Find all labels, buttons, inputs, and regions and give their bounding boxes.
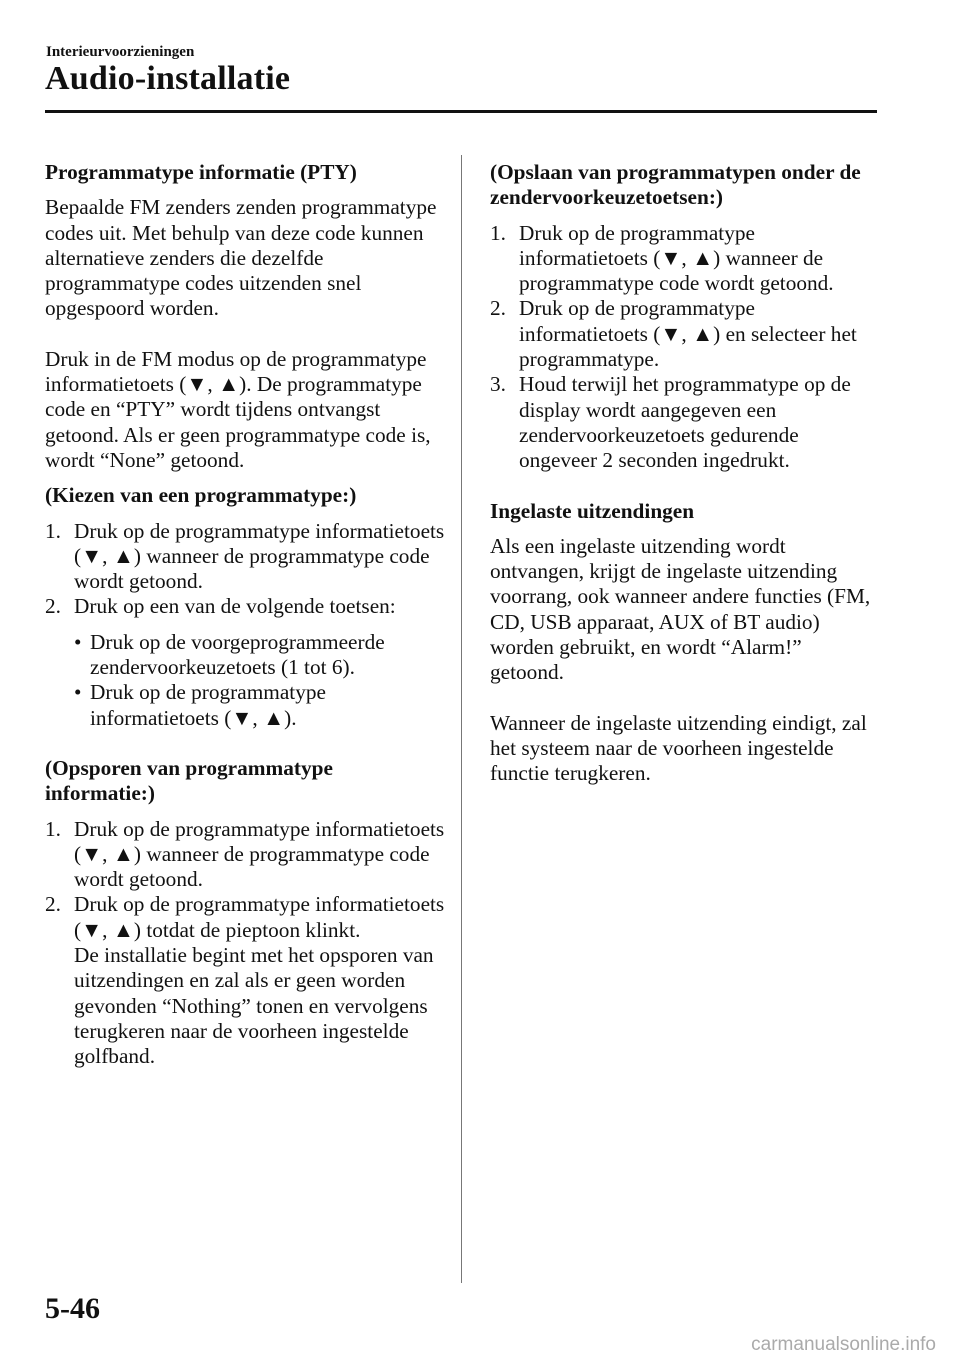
list-item bbox=[45, 817, 445, 893]
search-steps bbox=[45, 817, 445, 1070]
list-item bbox=[490, 372, 880, 473]
search-heading: (Opsporen van programmatype informatie:) bbox=[45, 755, 333, 806]
bullet: • bbox=[74, 680, 82, 705]
pty-heading: Programmatype informatie (PTY) bbox=[45, 160, 357, 184]
list-item bbox=[45, 680, 445, 731]
bulletin-paragraph-2: Wanneer de ingelaste uitzending eindigt, zal het systeem naar de voorheen ingestelde functie terugkeren. bbox=[490, 710, 867, 786]
step-text: Druk op een van de volgende toetsen: bbox=[74, 594, 396, 619]
step-number: 3. bbox=[490, 372, 506, 397]
list-item bbox=[45, 519, 445, 595]
step-note: De installatie begint met het opsporen van uitzendingen en zal als er geen worden gevonden “Nothing” tonen en vervolgens terugkeren naar de voorheen ingestelde golfband. bbox=[74, 943, 434, 1069]
bullet-text: Druk op de voorgeprogrammeerde zendervoorkeuzetoets (1 tot 6). bbox=[90, 629, 385, 680]
choose-bullets bbox=[45, 630, 445, 731]
step-number: 1. bbox=[45, 518, 61, 543]
step-number: 2. bbox=[490, 296, 506, 321]
page-number: 5-46 bbox=[45, 1292, 100, 1325]
choose-heading: (Kiezen van een programmatype:) bbox=[45, 483, 357, 508]
list-item bbox=[490, 296, 880, 372]
bullet-text: Druk op de programmatype informatietoets (▼, ▲). bbox=[90, 680, 326, 730]
step-text: Houd terwijl het programmatype op de display wordt aangegeven een zendervoorkeuzetoets gedurende ongeveer 2 seconden ingedrukt. bbox=[519, 372, 851, 473]
watermark: carmanualsonline.info bbox=[751, 1334, 936, 1355]
store-heading: (Opslaan van programmatypen onder de zendervoorkeuzetoetsen:) bbox=[490, 160, 861, 210]
step-number: 2. bbox=[45, 892, 61, 917]
step-text: Druk op de programmatype informatietoets (▼, ▲) wanneer de programmatype code wordt getoond. bbox=[74, 816, 445, 892]
section-label: Interieurvoorzieningen bbox=[46, 44, 195, 60]
bulletin-heading: Ingelaste uitzendingen bbox=[490, 498, 695, 523]
step-text: Druk op de programmatype informatietoets (▼, ▲) wanneer de programmatype code wordt getoond. bbox=[519, 220, 834, 296]
column-divider bbox=[461, 155, 462, 1283]
page-title: Audio-installatie bbox=[45, 60, 291, 97]
pty-paragraph-2: Druk in de FM modus op de programmatype informatietoets (▼, ▲). De programmatype code en “PTY” wordt tijdens ontvangst getoond. Als er geen programmatype code is, wordt “None” getoond. bbox=[45, 346, 431, 472]
bulletin-paragraph-1: Als een ingelaste uitzending wordt ontvangen, krijgt de ingelaste uitzending voorrang, ook wanneer andere functies (FM, CD, USB apparaat, AUX of BT audio) worden gebruikt, en wordt “Alarm!” getoond. bbox=[490, 533, 871, 685]
step-number: 1. bbox=[490, 220, 506, 245]
right-column bbox=[490, 160, 880, 787]
step-number: 2. bbox=[45, 594, 61, 619]
title-rule bbox=[45, 110, 877, 113]
step-number: 1. bbox=[45, 816, 61, 841]
list-item bbox=[45, 630, 445, 681]
store-steps bbox=[490, 221, 880, 474]
list-item bbox=[490, 221, 880, 297]
choose-steps bbox=[45, 519, 445, 620]
step-text: Druk op de programmatype informatietoets (▼, ▲) en selecteer het programmatype. bbox=[519, 296, 857, 372]
step-text: Druk op de programmatype informatietoets (▼, ▲) totdat de pieptoon klinkt. bbox=[74, 892, 445, 942]
left-column bbox=[45, 160, 445, 1070]
step-text: Druk op de programmatype informatietoets (▼, ▲) wanneer de programmatype code wordt getoond. bbox=[74, 518, 445, 594]
list-item bbox=[45, 594, 445, 619]
bullet: • bbox=[74, 629, 82, 654]
list-item bbox=[45, 892, 445, 1069]
pty-paragraph-1: Bepaalde FM zenders zenden programmatype codes uit. Met behulp van deze code kunnen alternatieve zenders die dezelfde programmatype codes uitzenden snel opgespoord worden. bbox=[45, 195, 437, 321]
